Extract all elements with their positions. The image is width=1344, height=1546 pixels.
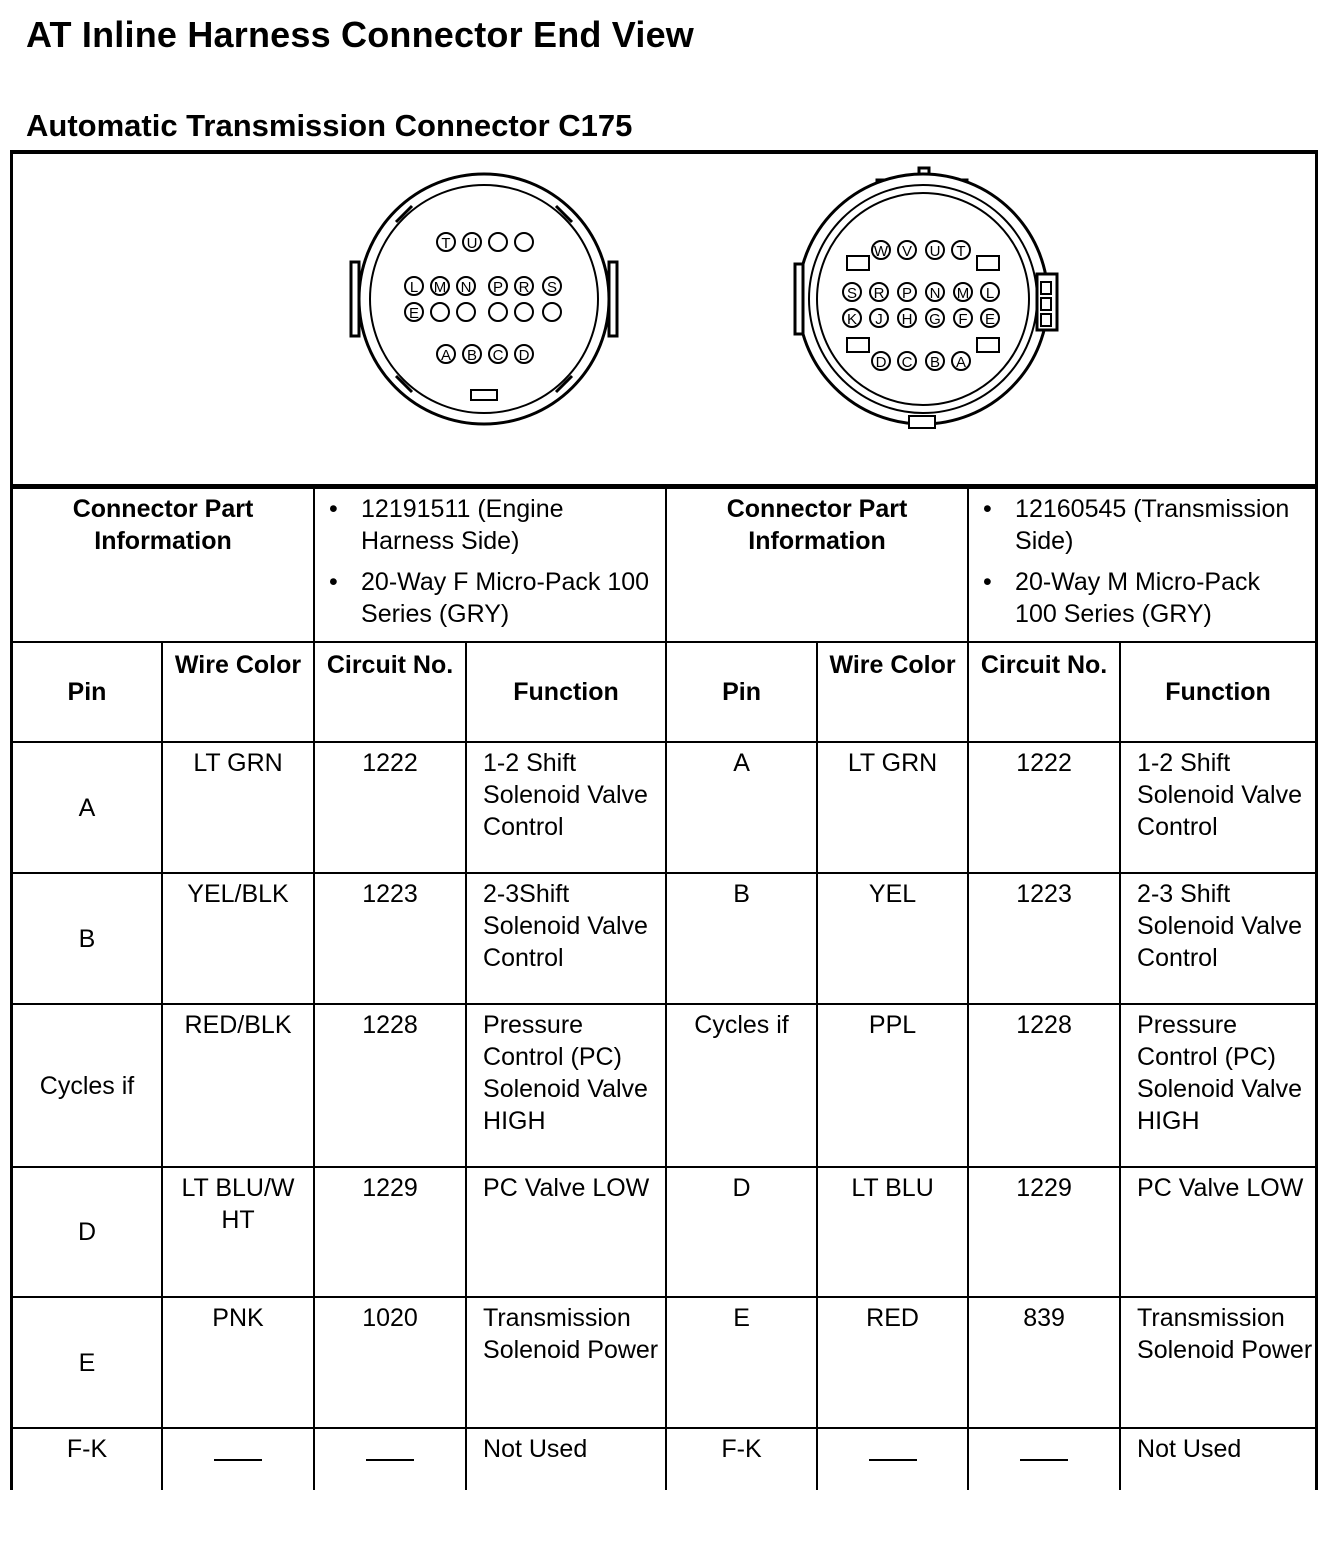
wire-color-cell: LT BLU/WHT: [162, 1167, 314, 1297]
circuit-cell: 1228: [314, 1004, 466, 1167]
pin-label: G: [929, 311, 941, 328]
table-row: [13, 1428, 1315, 1490]
function-cell: 2-3 Shift Solenoid Valve Control: [1120, 873, 1315, 1004]
pin-label: T: [956, 243, 966, 260]
pin-label: C: [901, 354, 913, 371]
pin-cell: E: [666, 1297, 817, 1428]
pin-label: T: [441, 235, 451, 252]
pin-cell: E: [13, 1297, 162, 1428]
pin-label: H: [901, 311, 913, 328]
function-cell: 2-3Shift Solenoid Valve Control: [466, 873, 666, 1004]
function-cell: Not Used: [466, 1428, 666, 1490]
wire-color-cell: [162, 1428, 314, 1490]
wire-color-cell: RED/BLK: [162, 1004, 314, 1167]
circuit-cell: 1222: [968, 742, 1120, 873]
wire-color-cell: PPL: [817, 1004, 968, 1167]
header-circuit-no: Circuit No.: [968, 642, 1120, 742]
wire-color-cell: RED: [817, 1297, 968, 1428]
blank-dash: [366, 1459, 414, 1461]
pin-label: E: [408, 305, 420, 322]
wire-color-cell: LT GRN: [162, 742, 314, 873]
right-connector-diagram: [795, 168, 1057, 428]
part-info-item: • 12160545 (Transmission Side): [983, 493, 1307, 557]
header-circuit-no: Circuit No.: [314, 642, 466, 742]
part-info-right: [968, 488, 1315, 642]
part-info-item: • 20-Way M Micro-Pack 100 Series (GRY): [983, 566, 1307, 630]
wire-color-cell: LT BLU: [817, 1167, 968, 1297]
pin-label: P: [492, 279, 504, 296]
header-wire-color: Wire Color: [162, 642, 314, 742]
function-cell: PC Valve LOW: [466, 1167, 666, 1297]
pin-cell: Cycles if: [13, 1004, 162, 1167]
function-cell: PC Valve LOW: [1120, 1167, 1315, 1297]
pin-cell: F-K: [13, 1428, 162, 1490]
wire-color-cell: [817, 1428, 968, 1490]
pin-label: S: [846, 285, 858, 302]
blank-dash: [1020, 1459, 1068, 1461]
function-cell: Transmission Solenoid Power: [466, 1297, 666, 1428]
header-function: Function: [1120, 642, 1315, 742]
pin-label: N: [929, 285, 941, 302]
pin-label: R: [873, 285, 885, 302]
pin-label: W: [873, 243, 889, 260]
pin-label: B: [466, 347, 478, 364]
function-cell: Pressure Control (PC) Solenoid Valve HIGH: [466, 1004, 666, 1167]
pin-label: E: [984, 311, 996, 328]
left-connector-diagram: [351, 174, 617, 424]
pin-label: F: [958, 311, 968, 328]
pin-label: L: [409, 279, 419, 296]
circuit-cell: [314, 1428, 466, 1490]
circuit-cell: 1229: [968, 1167, 1120, 1297]
pin-cell: D: [13, 1167, 162, 1297]
pin-label: J: [875, 311, 883, 328]
pin-cell: D: [666, 1167, 817, 1297]
pin-label: B: [929, 354, 941, 371]
function-cell: Not Used: [1120, 1428, 1315, 1490]
part-info-item: • 20-Way F Micro-Pack 100 Series (GRY): [329, 566, 657, 630]
part-info-label-right: Connector Part Information: [666, 488, 968, 642]
wire-color-cell: YEL: [817, 873, 968, 1004]
header-pin: Pin: [666, 642, 817, 742]
table-row: [13, 873, 1315, 1004]
connector-diagram-svg: [13, 154, 1315, 484]
function-cell: 1-2 Shift Solenoid Valve Control: [1120, 742, 1315, 873]
part-info-item: • 12191511 (Engine Harness Side): [329, 493, 657, 557]
wire-color-cell: PNK: [162, 1297, 314, 1428]
pin-label: U: [466, 235, 478, 252]
pin-label: P: [901, 285, 913, 302]
part-info-label-left: Connector Part Information: [13, 488, 314, 642]
column-header-row: [13, 642, 1315, 742]
table-row: [13, 1297, 1315, 1428]
pin-cell: A: [666, 742, 817, 873]
header-wire-color: Wire Color: [817, 642, 968, 742]
pin-cell: Cycles if: [666, 1004, 817, 1167]
pin-label: K: [846, 311, 858, 328]
pin-label: R: [518, 279, 530, 296]
pin-cell: A: [13, 742, 162, 873]
connector-subtitle: Automatic Transmission Connector C175: [26, 108, 633, 143]
wire-color-cell: YEL/BLK: [162, 873, 314, 1004]
wire-color-cell: LT GRN: [817, 742, 968, 873]
circuit-cell: 1020: [314, 1297, 466, 1428]
pin-label: D: [875, 354, 887, 371]
pin-label: S: [546, 279, 558, 296]
header-pin: Pin: [13, 642, 162, 742]
pin-label: N: [460, 279, 472, 296]
page-title: AT Inline Harness Connector End View: [26, 14, 694, 55]
pin-label: L: [985, 285, 995, 302]
circuit-cell: 1228: [968, 1004, 1120, 1167]
circuit-cell: 1229: [314, 1167, 466, 1297]
left-connector-pins: [405, 233, 561, 364]
circuit-cell: 1222: [314, 742, 466, 873]
connector-end-view-diagrams: [13, 154, 1315, 487]
circuit-cell: 1223: [968, 873, 1120, 1004]
blank-dash: [214, 1459, 262, 1461]
table-row: [13, 1167, 1315, 1297]
function-cell: Pressure Control (PC) Solenoid Valve HIGH: [1120, 1004, 1315, 1167]
pin-label: V: [901, 243, 913, 260]
pin-cell: B: [666, 873, 817, 1004]
circuit-cell: 1223: [314, 873, 466, 1004]
connector-table-frame: [10, 150, 1318, 1490]
pinout-table: [13, 487, 1315, 1490]
circuit-cell: [968, 1428, 1120, 1490]
table-row: [13, 742, 1315, 873]
part-info-left: [314, 488, 666, 642]
function-cell: 1-2 Shift Solenoid Valve Control: [466, 742, 666, 873]
part-info-row: [13, 488, 1315, 642]
pin-label: A: [440, 347, 452, 364]
blank-dash: [869, 1459, 917, 1461]
function-cell: Transmission Solenoid Power: [1120, 1297, 1315, 1428]
pin-label: C: [492, 347, 504, 364]
table-row: [13, 1004, 1315, 1167]
pin-label: A: [955, 354, 967, 371]
pin-cell: F-K: [666, 1428, 817, 1490]
pin-label: M: [433, 279, 447, 296]
pin-label: D: [518, 347, 530, 364]
circuit-cell: 839: [968, 1297, 1120, 1428]
pin-label: U: [929, 243, 941, 260]
header-function: Function: [466, 642, 666, 742]
pin-label: M: [956, 285, 970, 302]
pin-cell: B: [13, 873, 162, 1004]
